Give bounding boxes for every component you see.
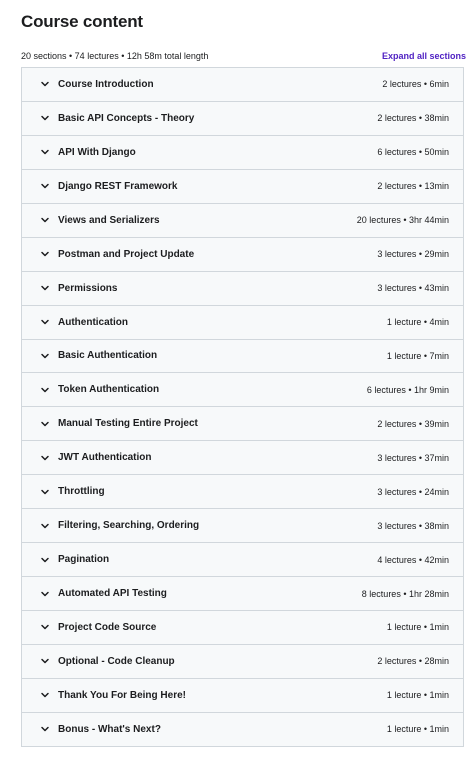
chevron-down-icon xyxy=(38,349,52,363)
section-meta: 4 lectures • 42min xyxy=(377,554,449,565)
section-header[interactable] xyxy=(22,68,463,102)
section-header[interactable] xyxy=(22,611,463,645)
section-title: Thank You For Being Here! xyxy=(58,689,186,701)
section-meta: 3 lectures • 38min xyxy=(377,520,449,531)
section-meta: 2 lectures • 6min xyxy=(382,79,449,90)
chevron-down-icon xyxy=(38,383,52,397)
section-title: Basic Authentication xyxy=(58,350,158,362)
chevron-down-icon xyxy=(38,519,52,533)
section-title: Bonus - What's Next? xyxy=(58,723,161,735)
section-header[interactable] xyxy=(22,713,463,747)
section-meta: 1 lecture • 1min xyxy=(386,622,449,633)
section-meta: 2 lectures • 28min xyxy=(377,656,449,667)
section-title: Django REST Framework xyxy=(58,180,178,192)
section-header[interactable] xyxy=(22,577,463,611)
section-header[interactable] xyxy=(22,441,463,475)
section-meta: 2 lectures • 38min xyxy=(377,113,449,124)
course-summary: 20 sections • 74 lectures • 12h 58m total length xyxy=(21,51,209,61)
section-meta: 3 lectures • 29min xyxy=(377,249,449,260)
course-summary-row xyxy=(21,49,466,63)
chevron-down-icon xyxy=(38,213,52,227)
section-meta: 6 lectures • 50min xyxy=(377,147,449,158)
section-title: Optional - Code Cleanup xyxy=(58,655,175,667)
section-meta: 3 lectures • 37min xyxy=(377,452,449,463)
section-title: Pagination xyxy=(58,554,110,566)
section-meta: 2 lectures • 39min xyxy=(377,418,449,429)
section-header[interactable] xyxy=(22,204,463,238)
section-meta: 1 lecture • 4min xyxy=(386,317,449,328)
section-title: Automated API Testing xyxy=(58,588,167,600)
page-title: Course content xyxy=(21,12,143,31)
section-header[interactable] xyxy=(22,509,463,543)
section-meta: 2 lectures • 13min xyxy=(377,181,449,192)
section-header[interactable] xyxy=(22,170,463,204)
section-title: JWT Authentication xyxy=(58,452,152,464)
section-title: Postman and Project Update xyxy=(58,248,195,260)
section-meta: 3 lectures • 43min xyxy=(377,283,449,294)
section-title: Filtering, Searching, Ordering xyxy=(58,520,200,532)
section-title: Token Authentication xyxy=(58,384,160,396)
chevron-down-icon xyxy=(38,722,52,736)
section-title: Course Introduction xyxy=(58,78,154,90)
chevron-down-icon xyxy=(38,281,52,295)
chevron-down-icon xyxy=(38,485,52,499)
section-meta: 20 lectures • 3hr 44min xyxy=(356,215,449,226)
chevron-down-icon xyxy=(38,654,52,668)
section-header[interactable] xyxy=(22,306,463,340)
section-meta: 1 lecture • 1min xyxy=(386,690,449,701)
chevron-down-icon xyxy=(38,417,52,431)
section-header[interactable] xyxy=(22,136,463,170)
section-header[interactable] xyxy=(22,679,463,713)
section-title: Project Code Source xyxy=(58,621,157,633)
section-header[interactable] xyxy=(22,373,463,407)
section-meta: 8 lectures • 1hr 28min xyxy=(361,588,449,599)
section-meta: 1 lecture • 7min xyxy=(386,350,449,361)
chevron-down-icon xyxy=(38,111,52,125)
section-title: Authentication xyxy=(58,316,128,328)
section-header[interactable] xyxy=(22,543,463,577)
section-meta: 1 lecture • 1min xyxy=(386,724,449,735)
section-header[interactable] xyxy=(22,475,463,509)
chevron-down-icon xyxy=(38,247,52,261)
expand-all-sections-button[interactable]: Expand all sections xyxy=(381,51,466,61)
chevron-down-icon xyxy=(38,553,52,567)
sections-list xyxy=(21,67,464,747)
section-header[interactable] xyxy=(22,102,463,136)
section-title: Permissions xyxy=(58,282,118,294)
section-header[interactable] xyxy=(22,238,463,272)
section-header[interactable] xyxy=(22,272,463,306)
chevron-down-icon xyxy=(38,179,52,193)
chevron-down-icon xyxy=(38,688,52,702)
section-header[interactable] xyxy=(22,340,463,374)
section-meta: 6 lectures • 1hr 9min xyxy=(366,384,449,395)
chevron-down-icon xyxy=(38,145,52,159)
section-title: API With Django xyxy=(58,146,136,158)
section-header[interactable] xyxy=(22,407,463,441)
chevron-down-icon xyxy=(38,620,52,634)
chevron-down-icon xyxy=(38,77,52,91)
section-title: Basic API Concepts - Theory xyxy=(58,112,195,124)
chevron-down-icon xyxy=(38,315,52,329)
section-title: Manual Testing Entire Project xyxy=(58,418,198,430)
section-title: Throttling xyxy=(58,486,105,498)
section-title: Views and Serializers xyxy=(58,214,160,226)
chevron-down-icon xyxy=(38,587,52,601)
chevron-down-icon xyxy=(38,451,52,465)
section-header[interactable] xyxy=(22,645,463,679)
section-meta: 3 lectures • 24min xyxy=(377,486,449,497)
